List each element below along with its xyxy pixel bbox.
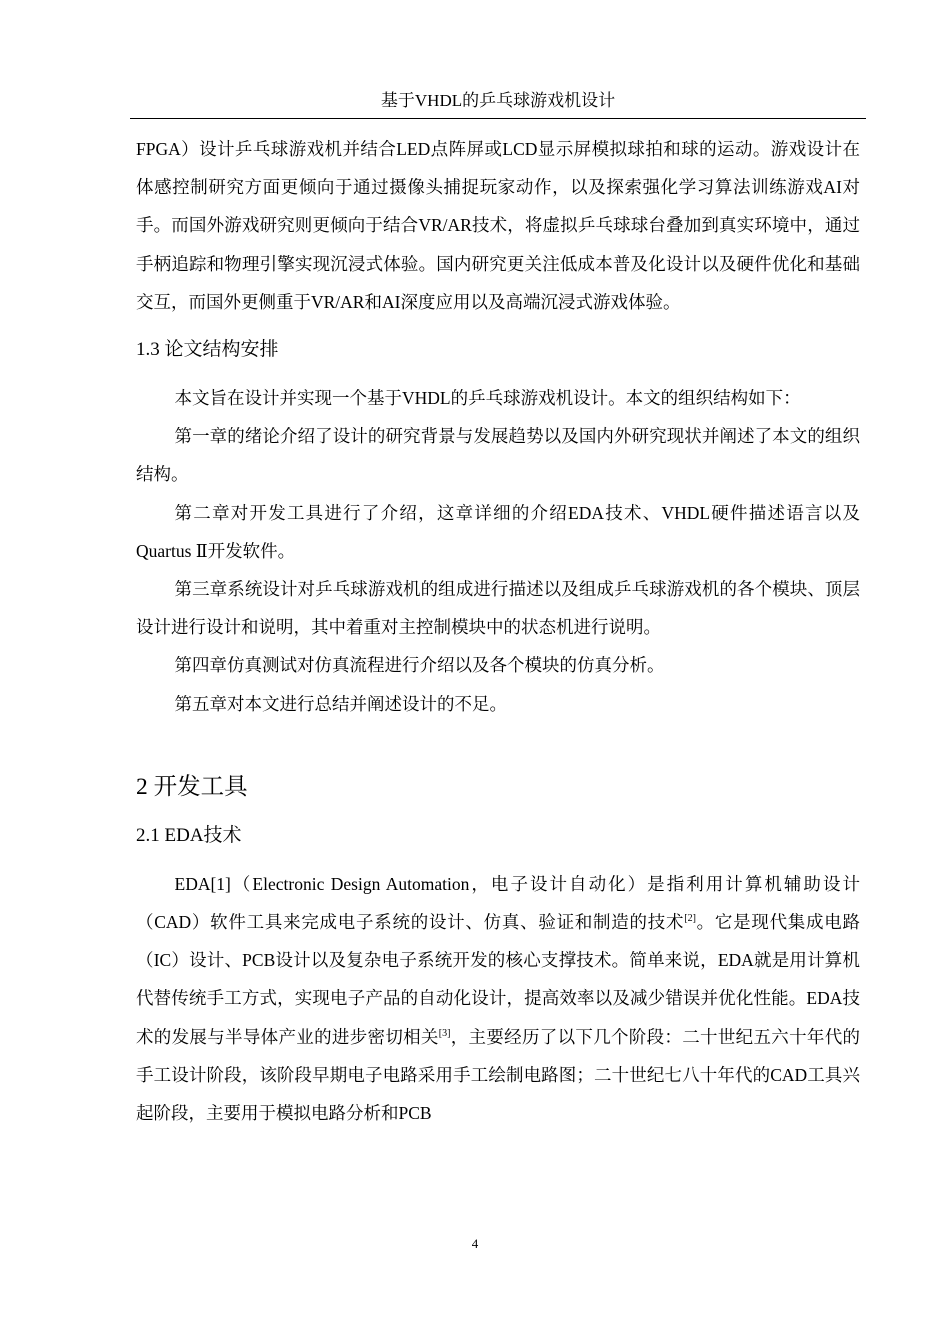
- intro-paragraph: FPGA）设计乒乓球游戏机并结合LED点阵屏或LCD显示屏模拟球拍和球的运动。游戏设计在体感控制研究方面更倾向于通过摄像头捕捉玩家动作，以及探索强化学习算法训练游戏AI对手。而国外游戏研究则更倾向于结合VR/AR技术，将虚拟乒乓球球台叠加到真实环境中，通过手柄追踪和物理引擎实现沉浸式体验。国内研究更关注低成本普及化设计以及硬件优化和基础交互，而国外更侧重于VR/AR和AI深度应用以及高端沉浸式游戏体验。: [136, 139, 860, 312]
- structure-paragraph-1: 本文旨在设计并实现一个基于VHDL的乒乓球游戏机设计。本文的组织结构如下：: [174, 388, 801, 409]
- page-number: 4: [471, 1236, 479, 1251]
- structure-paragraph-2: 第一章的绪论介绍了设计的研究背景与发展趋势以及国内外研究现状并阐述了本文的组织结构。: [136, 426, 860, 485]
- structure-paragraph-4: 第三章系统设计对乒乓球游戏机的组成进行描述以及组成乒乓球游戏机的各个模块、顶层设计进行设计和说明，其中着重对主控制模块中的状态机进行说明。: [136, 579, 860, 638]
- section-2-1-heading: 2.1 EDA技术: [136, 824, 242, 846]
- structure-paragraph-6: 第五章对本文进行总结并阐述设计的不足。: [174, 693, 507, 714]
- eda-paragraph: [136, 865, 860, 1132]
- eda-text-part-2: 。它是现代集成电路（IC）设计、PCB设计以及复杂电子系统开发的核心支撑技术。简单来说，EDA就是用计算机代替传统手工方式，实现电子产品的自动化设计，提高效率以及减少错误并优化性能。EDA技术的发展与半导体产业的进步密切相关: [136, 912, 861, 1047]
- eda-text-part-3: ，主要经历了以下几个阶段：二十世纪五六十年代的手工设计阶段，该阶段早期电子电路采用手工绘制电路图；二十世纪七八十年代的CAD工具兴起阶段，主要用于模拟电路分析和PCB: [136, 1026, 861, 1124]
- structure-paragraph-3: 第二章对开发工具进行了介绍，这章详细的介绍EDA技术、VHDL硬件描述语言以及Quartus Ⅱ开发软件。: [136, 502, 860, 561]
- structure-paragraph-5: 第四章仿真测试对仿真流程进行介绍以及各个模块的仿真分析。: [174, 655, 665, 676]
- eda-text-part-1: EDA[1]（Electronic Design Automation，电子设计自动化）是指利用计算机辅助设计（CAD）软件工具来完成电子系统的设计、仿真、验证和制造的技术: [136, 873, 860, 933]
- chapter-2-heading: 2 开发工具: [136, 773, 248, 800]
- page-footer: [0, 1236, 950, 1252]
- header-title: 基于VHDL的乒乓球游戏机设计: [380, 91, 616, 110]
- citation-2: [2]: [684, 913, 696, 925]
- page-body: [136, 130, 860, 1132]
- page-header: [130, 84, 866, 119]
- section-1-3-heading: 1.3 论文结构安排: [136, 339, 279, 361]
- citation-3: [3]: [438, 1027, 451, 1039]
